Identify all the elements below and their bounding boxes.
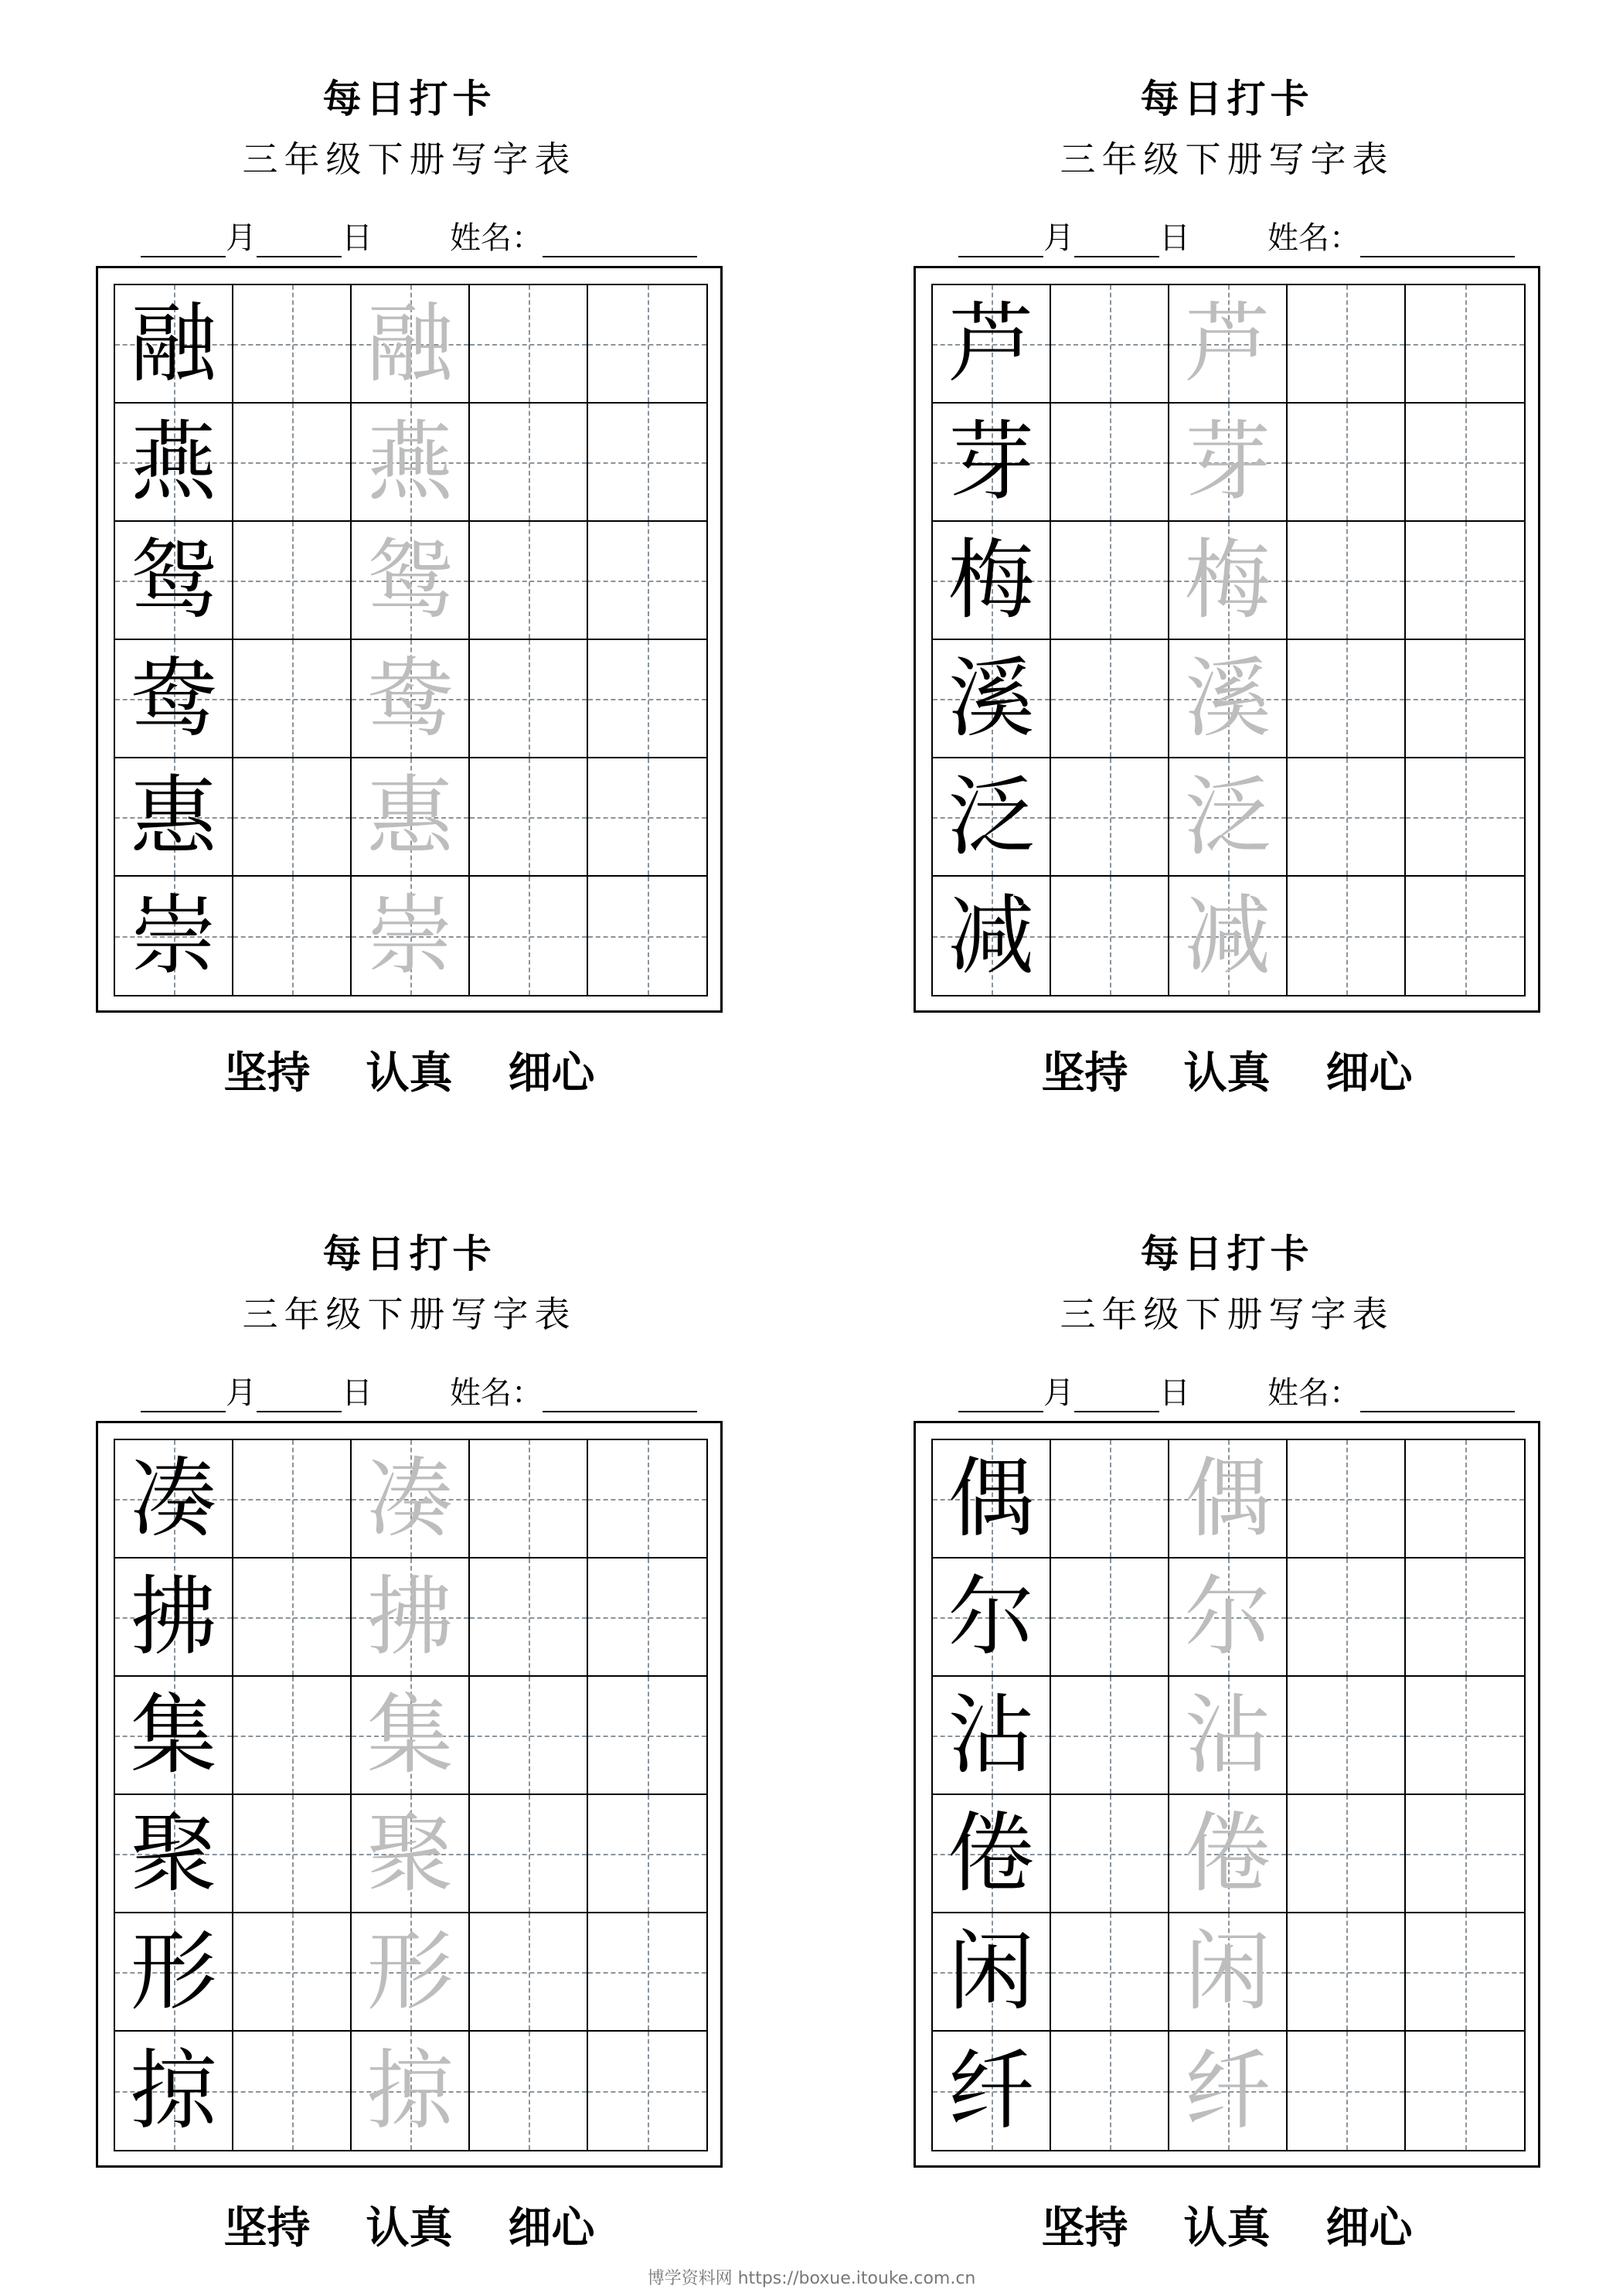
writing-cell[interactable]	[1051, 2032, 1169, 2150]
character-cell	[115, 1795, 233, 1913]
model-character: 泛	[948, 766, 1035, 867]
date-name-line	[958, 213, 1585, 257]
character-cell	[1169, 285, 1288, 404]
trace-character: 纤	[1184, 2040, 1271, 2141]
writing-cell[interactable]	[470, 1795, 588, 1913]
writing-cell[interactable]	[233, 1440, 352, 1558]
motto	[96, 2194, 723, 2256]
writing-cell[interactable]	[1051, 404, 1169, 522]
model-character: 鸯	[130, 648, 217, 749]
model-character: 集	[130, 1685, 217, 1786]
writing-cell[interactable]	[233, 1677, 352, 1795]
character-cell	[115, 640, 233, 758]
writing-cell[interactable]	[1051, 285, 1169, 404]
day-blank[interactable]	[257, 1385, 342, 1412]
month-blank[interactable]	[141, 1385, 226, 1412]
trace-character: 溪	[1184, 648, 1271, 749]
character-cell	[352, 2032, 470, 2150]
writing-cell[interactable]	[1288, 1440, 1406, 1558]
model-character: 崇	[130, 885, 217, 986]
writing-cell[interactable]	[588, 1440, 706, 1558]
name-blank[interactable]	[1360, 1385, 1515, 1412]
character-cell	[115, 522, 233, 640]
trace-character: 聚	[366, 1803, 454, 1904]
trace-character: 融	[366, 293, 454, 394]
trace-character: 尔	[1184, 1566, 1271, 1667]
day-label: 日	[342, 220, 373, 256]
writing-cell[interactable]	[470, 285, 588, 404]
sheet-title: 每日打卡	[1140, 76, 1314, 121]
character-cell	[1169, 1913, 1288, 2032]
character-cell	[1169, 1677, 1288, 1795]
month-blank[interactable]	[958, 1385, 1043, 1412]
model-character: 尔	[948, 1566, 1035, 1667]
motto	[914, 2194, 1540, 2256]
motto	[914, 1039, 1540, 1101]
character-cell	[352, 1558, 470, 1677]
character-cell	[115, 2032, 233, 2150]
trace-character: 偶	[1184, 1448, 1271, 1549]
character-cell	[1169, 1440, 1288, 1558]
writing-cell[interactable]	[1406, 877, 1524, 995]
character-cell	[933, 404, 1051, 522]
character-cell	[115, 285, 233, 404]
grid-frame	[96, 266, 723, 1013]
name-label: 姓名：	[1267, 220, 1360, 256]
writing-cell[interactable]	[470, 1558, 588, 1677]
writing-cell[interactable]	[1051, 1913, 1169, 2032]
trace-character: 泛	[1184, 766, 1271, 867]
sheet-title: 每日打卡	[1140, 1231, 1314, 1276]
motto-item: 细心	[1325, 2202, 1413, 2253]
character-cell	[352, 877, 470, 995]
motto-item: 认真	[1183, 1048, 1271, 1099]
sheet-title: 每日打卡	[322, 1231, 496, 1276]
footer-watermark: 博学资料网 https://boxue.itouke.com.cn	[647, 2269, 976, 2288]
motto-item: 坚持	[1041, 1048, 1128, 1099]
sheet-title: 每日打卡	[322, 76, 496, 121]
model-character: 闲	[948, 1921, 1035, 2022]
character-cell	[933, 758, 1051, 877]
writing-cell[interactable]	[1051, 877, 1169, 995]
trace-character: 倦	[1184, 1803, 1271, 1904]
trace-character: 凑	[366, 1448, 454, 1549]
model-character: 融	[130, 293, 217, 394]
trace-character: 减	[1184, 885, 1271, 986]
writing-cell[interactable]	[470, 1677, 588, 1795]
writing-cell[interactable]	[233, 285, 352, 404]
writing-cell[interactable]	[588, 1795, 706, 1913]
character-cell	[933, 285, 1051, 404]
trace-character: 鸳	[366, 530, 454, 631]
writing-cell[interactable]	[588, 404, 706, 522]
writing-cell[interactable]	[470, 2032, 588, 2150]
writing-cell[interactable]	[1406, 1913, 1524, 2032]
name-blank[interactable]	[543, 230, 697, 257]
trace-character: 掠	[366, 2040, 454, 2141]
writing-cell[interactable]	[1406, 285, 1524, 404]
model-character: 芽	[948, 411, 1035, 513]
trace-character: 闲	[1184, 1921, 1271, 2022]
writing-cell[interactable]	[1288, 877, 1406, 995]
day-label: 日	[1159, 1375, 1190, 1411]
writing-cell[interactable]	[1288, 1677, 1406, 1795]
character-cell	[352, 285, 470, 404]
month-blank[interactable]	[958, 230, 1043, 257]
writing-cell[interactable]	[470, 758, 588, 877]
name-label: 姓名：	[450, 220, 543, 256]
character-cell	[933, 1913, 1051, 2032]
writing-cell[interactable]	[233, 1913, 352, 2032]
character-cell	[933, 640, 1051, 758]
grid-frame	[914, 266, 1540, 1013]
model-character: 减	[948, 885, 1035, 986]
name-label: 姓名：	[450, 1375, 543, 1411]
motto-item: 坚持	[1041, 2202, 1128, 2253]
writing-cell[interactable]	[1406, 1795, 1524, 1913]
writing-cell[interactable]	[588, 1558, 706, 1677]
writing-cell[interactable]	[588, 522, 706, 640]
writing-cell[interactable]	[470, 640, 588, 758]
character-cell	[115, 404, 233, 522]
writing-cell[interactable]	[1288, 1795, 1406, 1913]
character-cell	[352, 758, 470, 877]
writing-cell[interactable]	[1406, 2032, 1524, 2150]
trace-character: 拂	[366, 1566, 454, 1667]
trace-character: 形	[366, 1921, 454, 2022]
trace-character: 鸯	[366, 648, 454, 749]
character-cell	[1169, 1558, 1288, 1677]
writing-cell[interactable]	[470, 1913, 588, 2032]
model-character: 燕	[130, 411, 217, 513]
writing-cell[interactable]	[1051, 522, 1169, 640]
writing-cell[interactable]	[1051, 1677, 1169, 1795]
writing-cell[interactable]	[1288, 522, 1406, 640]
day-blank[interactable]	[1074, 230, 1159, 257]
month-label: 月	[226, 220, 257, 256]
trace-character: 沾	[1184, 1685, 1271, 1786]
motto	[96, 1039, 723, 1101]
character-cell	[933, 1558, 1051, 1677]
writing-cell[interactable]	[588, 1913, 706, 2032]
tianzige-grid	[114, 1439, 708, 2151]
writing-cell[interactable]	[1051, 1558, 1169, 1677]
trace-character: 集	[366, 1685, 454, 1786]
writing-cell[interactable]	[1406, 640, 1524, 758]
month-label: 月	[1043, 220, 1074, 256]
character-cell	[352, 1440, 470, 1558]
grid-frame	[914, 1421, 1540, 2168]
character-cell	[933, 1677, 1051, 1795]
model-character: 形	[130, 1921, 217, 2022]
model-character: 掠	[130, 2040, 217, 2141]
writing-cell[interactable]	[1406, 758, 1524, 877]
month-label: 月	[226, 1375, 257, 1411]
writing-cell[interactable]	[470, 1440, 588, 1558]
writing-cell[interactable]	[233, 640, 352, 758]
writing-cell[interactable]	[233, 2032, 352, 2150]
writing-cell[interactable]	[1406, 522, 1524, 640]
character-cell	[1169, 640, 1288, 758]
writing-cell[interactable]	[588, 640, 706, 758]
sheet-subtitle: 三年级下册写字表	[242, 138, 577, 180]
writing-cell[interactable]	[1051, 1440, 1169, 1558]
writing-cell[interactable]	[233, 877, 352, 995]
character-cell	[1169, 877, 1288, 995]
writing-cell[interactable]	[470, 522, 588, 640]
motto-item: 细心	[508, 2202, 595, 2253]
writing-cell[interactable]	[233, 522, 352, 640]
sheet-subtitle: 三年级下册写字表	[1060, 138, 1394, 180]
writing-cell[interactable]	[1288, 404, 1406, 522]
model-character: 偶	[948, 1448, 1035, 1549]
model-character: 倦	[948, 1803, 1035, 1904]
sheet-subtitle: 三年级下册写字表	[1060, 1293, 1394, 1335]
model-character: 拂	[130, 1566, 217, 1667]
character-cell	[933, 1795, 1051, 1913]
character-cell	[352, 640, 470, 758]
character-cell	[1169, 1795, 1288, 1913]
writing-cell[interactable]	[1288, 2032, 1406, 2150]
character-cell	[933, 522, 1051, 640]
day-blank[interactable]	[257, 230, 342, 257]
character-cell	[115, 1677, 233, 1795]
motto-item: 认真	[366, 2202, 453, 2253]
model-character: 纤	[948, 2040, 1035, 2141]
day-label: 日	[342, 1375, 373, 1411]
model-character: 惠	[130, 766, 217, 867]
date-name-line	[958, 1368, 1585, 1412]
character-cell	[933, 1440, 1051, 1558]
date-name-line	[141, 1368, 767, 1412]
model-character: 沾	[948, 1685, 1035, 1786]
character-cell	[1169, 522, 1288, 640]
writing-cell[interactable]	[1288, 758, 1406, 877]
model-character: 凑	[130, 1448, 217, 1549]
character-cell	[1169, 2032, 1288, 2150]
tianzige-grid	[931, 1439, 1526, 2151]
trace-character: 燕	[366, 411, 454, 513]
writing-cell[interactable]	[1051, 1795, 1169, 1913]
model-character: 溪	[948, 648, 1035, 749]
writing-cell[interactable]	[1051, 758, 1169, 877]
character-cell	[933, 877, 1051, 995]
month-label: 月	[1043, 1375, 1074, 1411]
character-cell	[115, 758, 233, 877]
tianzige-grid	[114, 284, 708, 996]
writing-cell[interactable]	[1406, 1558, 1524, 1677]
writing-cell[interactable]	[233, 758, 352, 877]
writing-cell[interactable]	[233, 404, 352, 522]
writing-cell[interactable]	[1406, 1677, 1524, 1795]
writing-cell[interactable]	[588, 1677, 706, 1795]
writing-cell[interactable]	[588, 2032, 706, 2150]
character-cell	[933, 2032, 1051, 2150]
character-cell	[352, 1795, 470, 1913]
month-blank[interactable]	[141, 230, 226, 257]
day-label: 日	[1159, 220, 1190, 256]
character-cell	[352, 1677, 470, 1795]
writing-cell[interactable]	[1288, 285, 1406, 404]
writing-cell[interactable]	[470, 877, 588, 995]
name-blank[interactable]	[543, 1385, 697, 1412]
trace-character: 梅	[1184, 530, 1271, 631]
motto-item: 细心	[508, 1048, 595, 1099]
model-character: 梅	[948, 530, 1035, 631]
writing-cell[interactable]	[1288, 1558, 1406, 1677]
writing-cell[interactable]	[1288, 1913, 1406, 2032]
sheet-subtitle: 三年级下册写字表	[242, 1293, 577, 1335]
tianzige-grid	[931, 284, 1526, 996]
grid-frame	[96, 1421, 723, 2168]
character-cell	[352, 522, 470, 640]
name-label: 姓名：	[1267, 1375, 1360, 1411]
writing-cell[interactable]	[588, 285, 706, 404]
writing-cell[interactable]	[1051, 640, 1169, 758]
motto-item: 坚持	[223, 1048, 311, 1099]
trace-character: 芽	[1184, 411, 1271, 513]
name-blank[interactable]	[1360, 230, 1515, 257]
model-character: 芦	[948, 293, 1035, 394]
character-cell	[115, 1440, 233, 1558]
writing-cell[interactable]	[588, 877, 706, 995]
writing-cell[interactable]	[233, 1795, 352, 1913]
character-cell	[115, 1558, 233, 1677]
writing-cell[interactable]	[1288, 640, 1406, 758]
character-cell	[115, 877, 233, 995]
writing-cell[interactable]	[233, 1558, 352, 1677]
writing-cell[interactable]	[470, 404, 588, 522]
writing-cell[interactable]	[1406, 404, 1524, 522]
character-cell	[352, 404, 470, 522]
date-name-line	[141, 213, 767, 257]
model-character: 鸳	[130, 530, 217, 631]
day-blank[interactable]	[1074, 1385, 1159, 1412]
writing-cell[interactable]	[588, 758, 706, 877]
trace-character: 惠	[366, 766, 454, 867]
model-character: 聚	[130, 1803, 217, 1904]
character-cell	[352, 1913, 470, 2032]
character-cell	[115, 1913, 233, 2032]
trace-character: 芦	[1184, 293, 1271, 394]
trace-character: 崇	[366, 885, 454, 986]
character-cell	[1169, 758, 1288, 877]
motto-item: 认真	[366, 1048, 453, 1099]
motto-item: 坚持	[223, 2202, 311, 2253]
character-cell	[1169, 404, 1288, 522]
writing-cell[interactable]	[1406, 1440, 1524, 1558]
motto-item: 细心	[1325, 1048, 1413, 1099]
motto-item: 认真	[1183, 2202, 1271, 2253]
